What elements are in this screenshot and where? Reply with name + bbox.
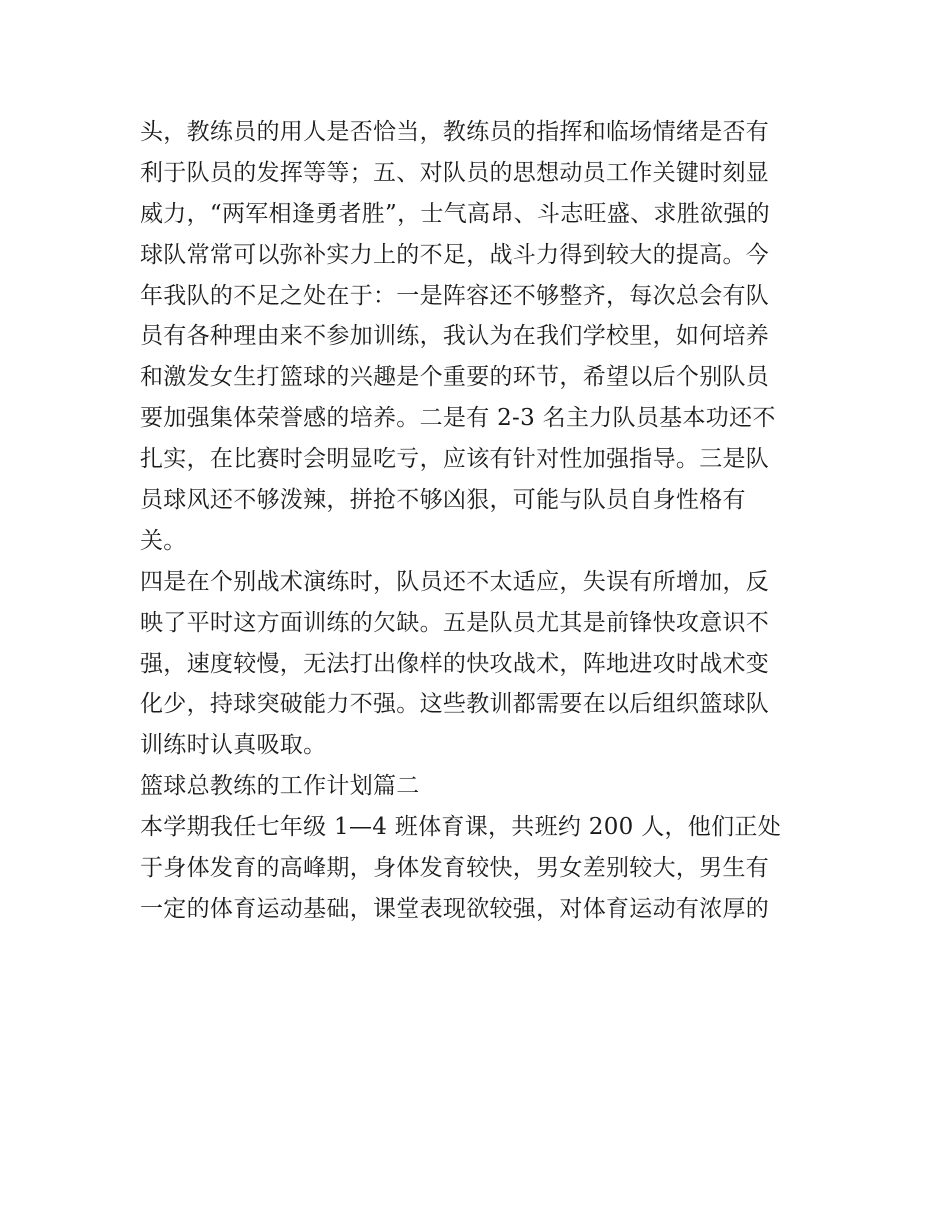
- text-line: 和激发女生打篮球的兴趣是个重要的环节，希望以后个别队员: [140, 364, 770, 391]
- text-line: 员球风还不够泼辣，拼抢不够凶狠，可能与队员自身性格有: [140, 487, 746, 514]
- text-line: 扎实，在比赛时会明显吃亏，应该有针对性加强指导。三是队: [140, 446, 770, 473]
- text-line: 映了平时这方面训练的欠缺。五是队员尤其是前锋快攻意识不: [140, 609, 770, 636]
- text-line: 年我队的不足之处在于：一是阵容还不够整齐，每次总会有队: [140, 282, 770, 309]
- text-line: 利于队员的发挥等等；五、对队员的思想动员工作关键时刻显: [140, 159, 770, 186]
- text-line: 本学期我任七年级 1—4 班体育课，共班约 200 人，他们正处: [140, 814, 782, 841]
- text-line: 强，速度较慢，无法打出像样的快攻战术，阵地进攻时战术变: [140, 650, 770, 677]
- text-line: 关。: [140, 527, 187, 554]
- text-line: 化少，持球突破能力不强。这些教训都需要在以后组织篮球队: [140, 691, 770, 718]
- text-line: 球队常常可以弥补实力上的不足，战斗力得到较大的提高。今: [140, 241, 770, 268]
- text-line: 一定的体育运动基础，课堂表现欲较强，对体育运动有浓厚的: [140, 895, 770, 922]
- text-line: 训练时认真吸取。: [140, 732, 327, 759]
- text-line: 四是在个别战术演练时，队员还不太适应，失误有所增加，反: [140, 568, 770, 595]
- text-line: 头，教练员的用人是否恰当，教练员的指挥和临场情绪是否有: [140, 119, 770, 145]
- text-line: 于身体发育的高峰期，身体发育较快，男女差别较大，男生有: [140, 855, 770, 882]
- section-heading: 篮球总教练的工作计划篇二: [140, 773, 420, 800]
- text-line: 要加强集体荣誉感的培养。二是有 2-3 名主力队员基本功还不: [140, 405, 776, 432]
- text-line: 威力，“两军相逢勇者胜”，士气高昂、斗志旺盛、求胜欲强的: [140, 200, 770, 227]
- body-text: [140, 112, 820, 930]
- text-line: 员有各种理由来不参加训练，我认为在我们学校里，如何培养: [140, 323, 770, 350]
